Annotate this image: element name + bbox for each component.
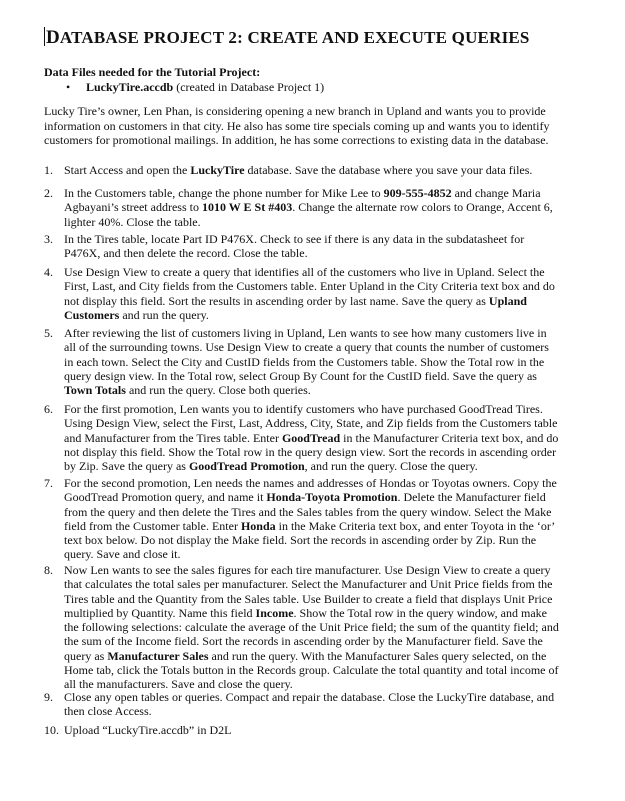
step-text-run: from the query and then delete the Tires and the Sales tables from the query window. Select the Make — [64, 504, 552, 519]
step-text-run: For the first promotion, Len wants you to identify customers who have purchased GoodTread Tires. — [64, 402, 543, 416]
step-text-run: Agbayani’s street address to — [64, 200, 202, 215]
step-text-run: all the manufacturers. Save and close the query. — [64, 677, 293, 692]
step-text-run: . Change the alternate row colors to Orange, Accent 6, — [292, 200, 553, 215]
step-line — [64, 519, 584, 533]
intro-line: information on customers in that city. He also has some tire specials coming up and wants you to identify — [44, 118, 550, 133]
step-text-run: , and run the query. Close the query. — [304, 459, 478, 474]
step-text-run: In the Tires table, locate Part ID P476X. Check to see if there is any data in the subdatasheet for — [64, 232, 525, 246]
step-line — [64, 563, 584, 577]
step-text-run: multiplied by Quantity. Name this field — [64, 605, 256, 620]
step-text — [64, 402, 584, 473]
step-text-run: not display this field. Show the Total row in the query design view. Sort the records in ascending order — [64, 444, 557, 459]
step-text-run: In the Customers table, change the phone number for Mike Lee to — [64, 186, 384, 200]
step-text — [64, 186, 584, 229]
step-line — [64, 355, 584, 369]
step-number: 3. — [44, 232, 53, 246]
data-file-name: LuckyTire.accdb — [86, 80, 174, 94]
step-bold-text: Honda — [240, 518, 276, 533]
step-text-run: Using Design View, select the First, Last, Address, City, State, and Zip fields from the Customers table — [64, 416, 558, 431]
step-line — [64, 416, 584, 430]
step-bold-text: GoodTread — [281, 430, 341, 445]
step-number: 10. — [44, 723, 59, 737]
title-first-letter: D — [46, 27, 60, 48]
step-number: 6. — [44, 402, 53, 416]
step-text-run: in the Manufacturer Criteria text box, and do — [340, 430, 559, 445]
intro-line: Lucky Tire’s owner, Len Phan, is considering opening a new branch in Upland and wants you to provide — [44, 104, 546, 118]
step-text-run: For the second promotion, Len needs the names and addresses of Hondas or Toyotas owners. Copy the — [64, 476, 557, 490]
step-text — [64, 326, 584, 397]
step-text-run: . Delete the Manufacturer field — [397, 490, 546, 505]
step-line — [64, 505, 584, 519]
text-cursor — [44, 27, 45, 46]
step-bold-text: Honda-Toyota Promotion — [266, 490, 398, 505]
step-bold-text: Upland — [488, 293, 527, 308]
step-text — [64, 723, 584, 737]
step-number: 8. — [44, 563, 53, 577]
step-line — [64, 383, 584, 397]
step-line — [64, 369, 584, 383]
step-line — [64, 663, 584, 677]
step-text-run: P476X, and then delete the record. Close the table. — [64, 246, 308, 261]
step-line — [64, 634, 584, 648]
step-line — [64, 215, 584, 229]
step-line — [64, 326, 584, 340]
step-bold-text: GoodTread Promotion — [188, 459, 305, 474]
step-line — [64, 533, 584, 547]
step-text-run: Use Design View to create a query that identifies all of the customers who live in Upland. Select the — [64, 265, 545, 279]
step-text-run: and run the query. — [119, 307, 209, 322]
step-line — [64, 704, 584, 718]
step-line — [64, 476, 584, 490]
step-text — [64, 232, 584, 261]
step-text-run: text box below. Do not display the Make field. Sort the records in ascending order by Zip. Run the — [64, 533, 537, 548]
step-text — [64, 563, 584, 692]
step-text-run: Start Access and open the — [64, 163, 191, 177]
step-line — [64, 163, 584, 177]
intro-line: customers for promotional mailings. In addition, he has some corrections to existing data in the database. — [44, 133, 549, 147]
step-line — [64, 459, 584, 473]
title-rest: ATABASE PROJECT 2: CREATE AND EXECUTE QUERIES — [59, 28, 530, 47]
data-file-note: (created in Database Project 1) — [173, 80, 325, 94]
bullet-icon: • — [66, 80, 71, 94]
step-text-run: lighter 40%. Close the table. — [64, 214, 201, 229]
step-text — [64, 163, 584, 177]
step-bold-text: Town Totals — [64, 383, 126, 398]
step-text-run: query design view. In the Total row, select Group By Count for the CustID field. Save the query as — [64, 368, 537, 383]
step-text-run: and run the query. With the Manufacturer Sales query selected, on the — [208, 648, 547, 663]
step-number: 5. — [44, 326, 53, 340]
step-text-run: the following selections: calculate the average of the Unit Price field; the sum of the quantity field; and — [64, 620, 559, 635]
step-text-run: query as — [64, 648, 108, 663]
step-number: 9. — [44, 690, 53, 704]
step-line — [64, 200, 584, 214]
step-bold-text: 1010 W E St #403 — [201, 200, 293, 215]
step-text — [64, 265, 584, 322]
step-bold-text: 909-555-4852 — [383, 186, 452, 200]
step-text-run: database. Save the database where you save your data files. — [244, 163, 533, 177]
step-line — [64, 690, 584, 704]
intro-paragraph — [44, 104, 574, 148]
step-text-run: . Show the Total row in the query window, and make — [293, 605, 547, 620]
step-line — [64, 340, 584, 354]
step-text-run: in the Make Criteria text box, and enter Toyota in the ‘or’ — [275, 518, 556, 533]
step-text-run: and Manufacturer from the Tires table. Enter — [64, 430, 282, 445]
step-line — [64, 265, 584, 279]
step-text-run: that calculates the total sales per manufacturer. Select the Manufacturer and Unit Price fields from the — [64, 577, 553, 592]
step-text-run: Tires table and the Quantity from the Sales table. Use Builder to create a field that displays Unit Price — [64, 591, 553, 606]
step-bold-text: Manufacturer Sales — [107, 648, 209, 663]
step-text — [64, 476, 584, 562]
step-line — [64, 246, 584, 260]
step-line — [64, 577, 584, 591]
step-text-run: After reviewing the list of customers living in Upland, Len wants to see how many customers live in — [64, 326, 547, 340]
step-text-run: and change Maria — [451, 186, 541, 200]
step-text — [64, 690, 584, 719]
step-bold-text: LuckyTire — [190, 163, 245, 177]
step-text-run: all of the surrounding towns. Use Design View to create a query that counts the number of customers — [64, 340, 549, 355]
step-line — [64, 620, 584, 634]
step-number: 7. — [44, 476, 53, 490]
step-line — [64, 547, 584, 561]
step-line — [64, 490, 584, 504]
step-line — [64, 186, 584, 200]
step-text-run: not display this field. Sort the results in ascending order by last name. Save the query as — [64, 293, 489, 308]
step-bold-text: Customers — [64, 307, 120, 322]
step-line — [64, 294, 584, 308]
step-number: 1. — [44, 163, 53, 177]
step-text-run: then close Access. — [64, 704, 152, 719]
step-line — [64, 592, 584, 606]
step-number: 4. — [44, 265, 53, 279]
step-text-run: First, Last, and City fields from the Customers table. Enter Upland in the City Criteria text box and do — [64, 279, 555, 294]
step-number: 2. — [44, 186, 53, 200]
data-files-heading: Data Files needed for the Tutorial Project: — [44, 65, 261, 79]
step-text-run: Now Len wants to see the sales figures for each tire manufacturer. Use Design View to create a query — [64, 563, 551, 577]
step-text-run: Upload “LuckyTire.accdb” in D2L — [64, 723, 232, 737]
step-line — [64, 431, 584, 445]
document-title — [44, 27, 604, 49]
step-text-run: GoodTread Promotion query, and name it — [64, 490, 267, 505]
step-text-run: Close any open tables or queries. Compact and repair the database. Close the LuckyTire database, and — [64, 690, 555, 704]
step-line — [64, 402, 584, 416]
step-line — [64, 308, 584, 322]
step-text-run: by Zip. Save the query as — [64, 459, 189, 474]
step-line — [64, 279, 584, 293]
step-text-run: Home tab, click the Totals button in the Records group. Calculate the total quantity and total income of — [64, 663, 559, 678]
step-bold-text: Income — [255, 605, 294, 620]
step-text-run: field from the Customer table. Enter — [64, 518, 241, 533]
step-text-run: query. Save and close it. — [64, 547, 181, 562]
step-line — [64, 723, 584, 737]
step-line — [64, 445, 584, 459]
step-text-run: the sum of the Income field. Sort the records in ascending order by the Manufacturer field. Save the — [64, 634, 543, 649]
step-line — [64, 232, 584, 246]
step-text-run: in each town. Select the City and CustID fields from the Customers table. Show the Total row in the — [64, 354, 545, 369]
step-line — [64, 606, 584, 620]
step-line — [64, 649, 584, 663]
step-text-run: and run the query. Close both queries. — [125, 383, 311, 398]
